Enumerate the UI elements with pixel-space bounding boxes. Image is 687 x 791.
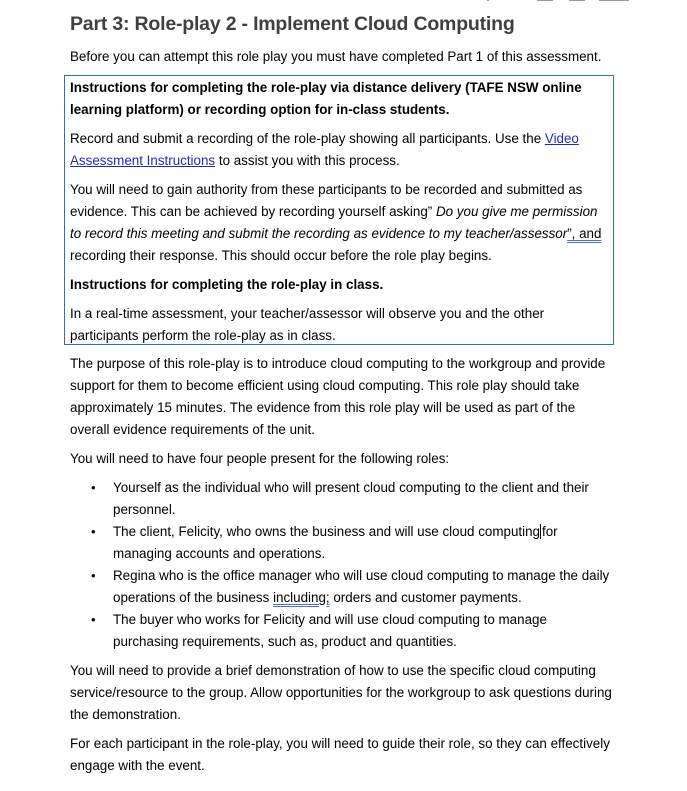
role-text-before-cursor: The client, Felicity, who owns the business and will use cloud computing — [113, 524, 540, 539]
grammar-flagged-text[interactable]: ”, and — [567, 226, 602, 241]
authority-text-after: recording their response. This should occur before the role play begins. — [70, 248, 492, 263]
record-text-before: Record and submit a recording of the role-play showing all participants. Use the — [70, 131, 545, 146]
header-fragment — [537, 0, 553, 1]
guidance-paragraph: For each participant in the role-play, you will need to guide their role, so they can effectively engage with the event. — [70, 736, 610, 773]
in-class-heading: Instructions for completing the role-play in class. — [70, 277, 384, 292]
list-item — [70, 609, 615, 653]
grammar-flagged-word[interactable]: including; — [273, 590, 330, 605]
body-content — [70, 353, 615, 784]
role-text-before-flag: Regina who is the office manager who will use cloud computing to manage the daily operations of the business — [113, 568, 610, 605]
permission-quote: Do you give me permission to record this meeting and submit the recording as evidence to my teacher/assessor — [70, 204, 598, 241]
list-item — [70, 521, 615, 565]
roles-intro: You will need to have four people present for the following roles: — [70, 451, 450, 466]
bullet-icon: • — [91, 480, 96, 495]
text-cursor — [540, 524, 541, 539]
purpose-paragraph: The purpose of this role-play is to introduce cloud computing to the workgroup and provide support for them to become efficient using cloud computing. This role play should take approximately 15 minutes. The evidence from this role play will be used as part of the overall evidence requirements of the unit. — [70, 356, 606, 437]
page-title: Part 3: Role-play 2 - Implement Cloud Computing — [70, 13, 515, 35]
header-fragment — [599, 0, 629, 1]
authority-text-before: You will need to gain authority from these participants to be recorded and submitted as evidence. This can be achieved by recording yourself asking” — [70, 182, 583, 219]
role-text: Yourself as the individual who will present cloud computing to the client and their personnel. — [113, 480, 589, 517]
header-fragment — [569, 0, 585, 1]
list-item — [70, 477, 615, 521]
record-paragraph — [70, 128, 608, 172]
list-item — [70, 565, 615, 609]
cut-off-header-fragments — [0, 0, 687, 2]
demonstration-paragraph: You will need to provide a brief demonstration of how to use the specific cloud computing service/resource to the group. Allow opportunities for the workgroup to ask questions during the demonstration. — [70, 663, 612, 722]
instructions-box — [64, 75, 614, 345]
bullet-icon: • — [91, 568, 96, 583]
bullet-icon: • — [91, 612, 96, 627]
role-text-after-cursor: for managing accounts and operations. — [113, 524, 558, 561]
intro-paragraph: Before you can attempt this role play you must have completed Part 1 of this assessment. — [70, 49, 602, 64]
distance-delivery-heading: Instructions for completing the role-play via distance delivery (TAFE NSW online learning platform) or recording option for in-class students. — [70, 80, 582, 117]
video-assessment-instructions-link[interactable]: Video Assessment Instructions — [70, 131, 579, 168]
role-text-after-flag: orders and customer payments. — [329, 590, 522, 605]
bullet-icon: • — [91, 524, 96, 539]
authority-paragraph — [70, 179, 608, 267]
roles-list — [70, 477, 615, 653]
header-fragment — [487, 0, 489, 1]
role-text: The buyer who works for Felicity and will use cloud computing to manage purchasing requirements, such as, product and quantities. — [113, 612, 547, 649]
record-text-after: to assist you with this process. — [215, 153, 400, 168]
in-class-paragraph: In a real-time assessment, your teacher/assessor will observe you and the other participants perform the role-play as in class. — [70, 306, 545, 343]
